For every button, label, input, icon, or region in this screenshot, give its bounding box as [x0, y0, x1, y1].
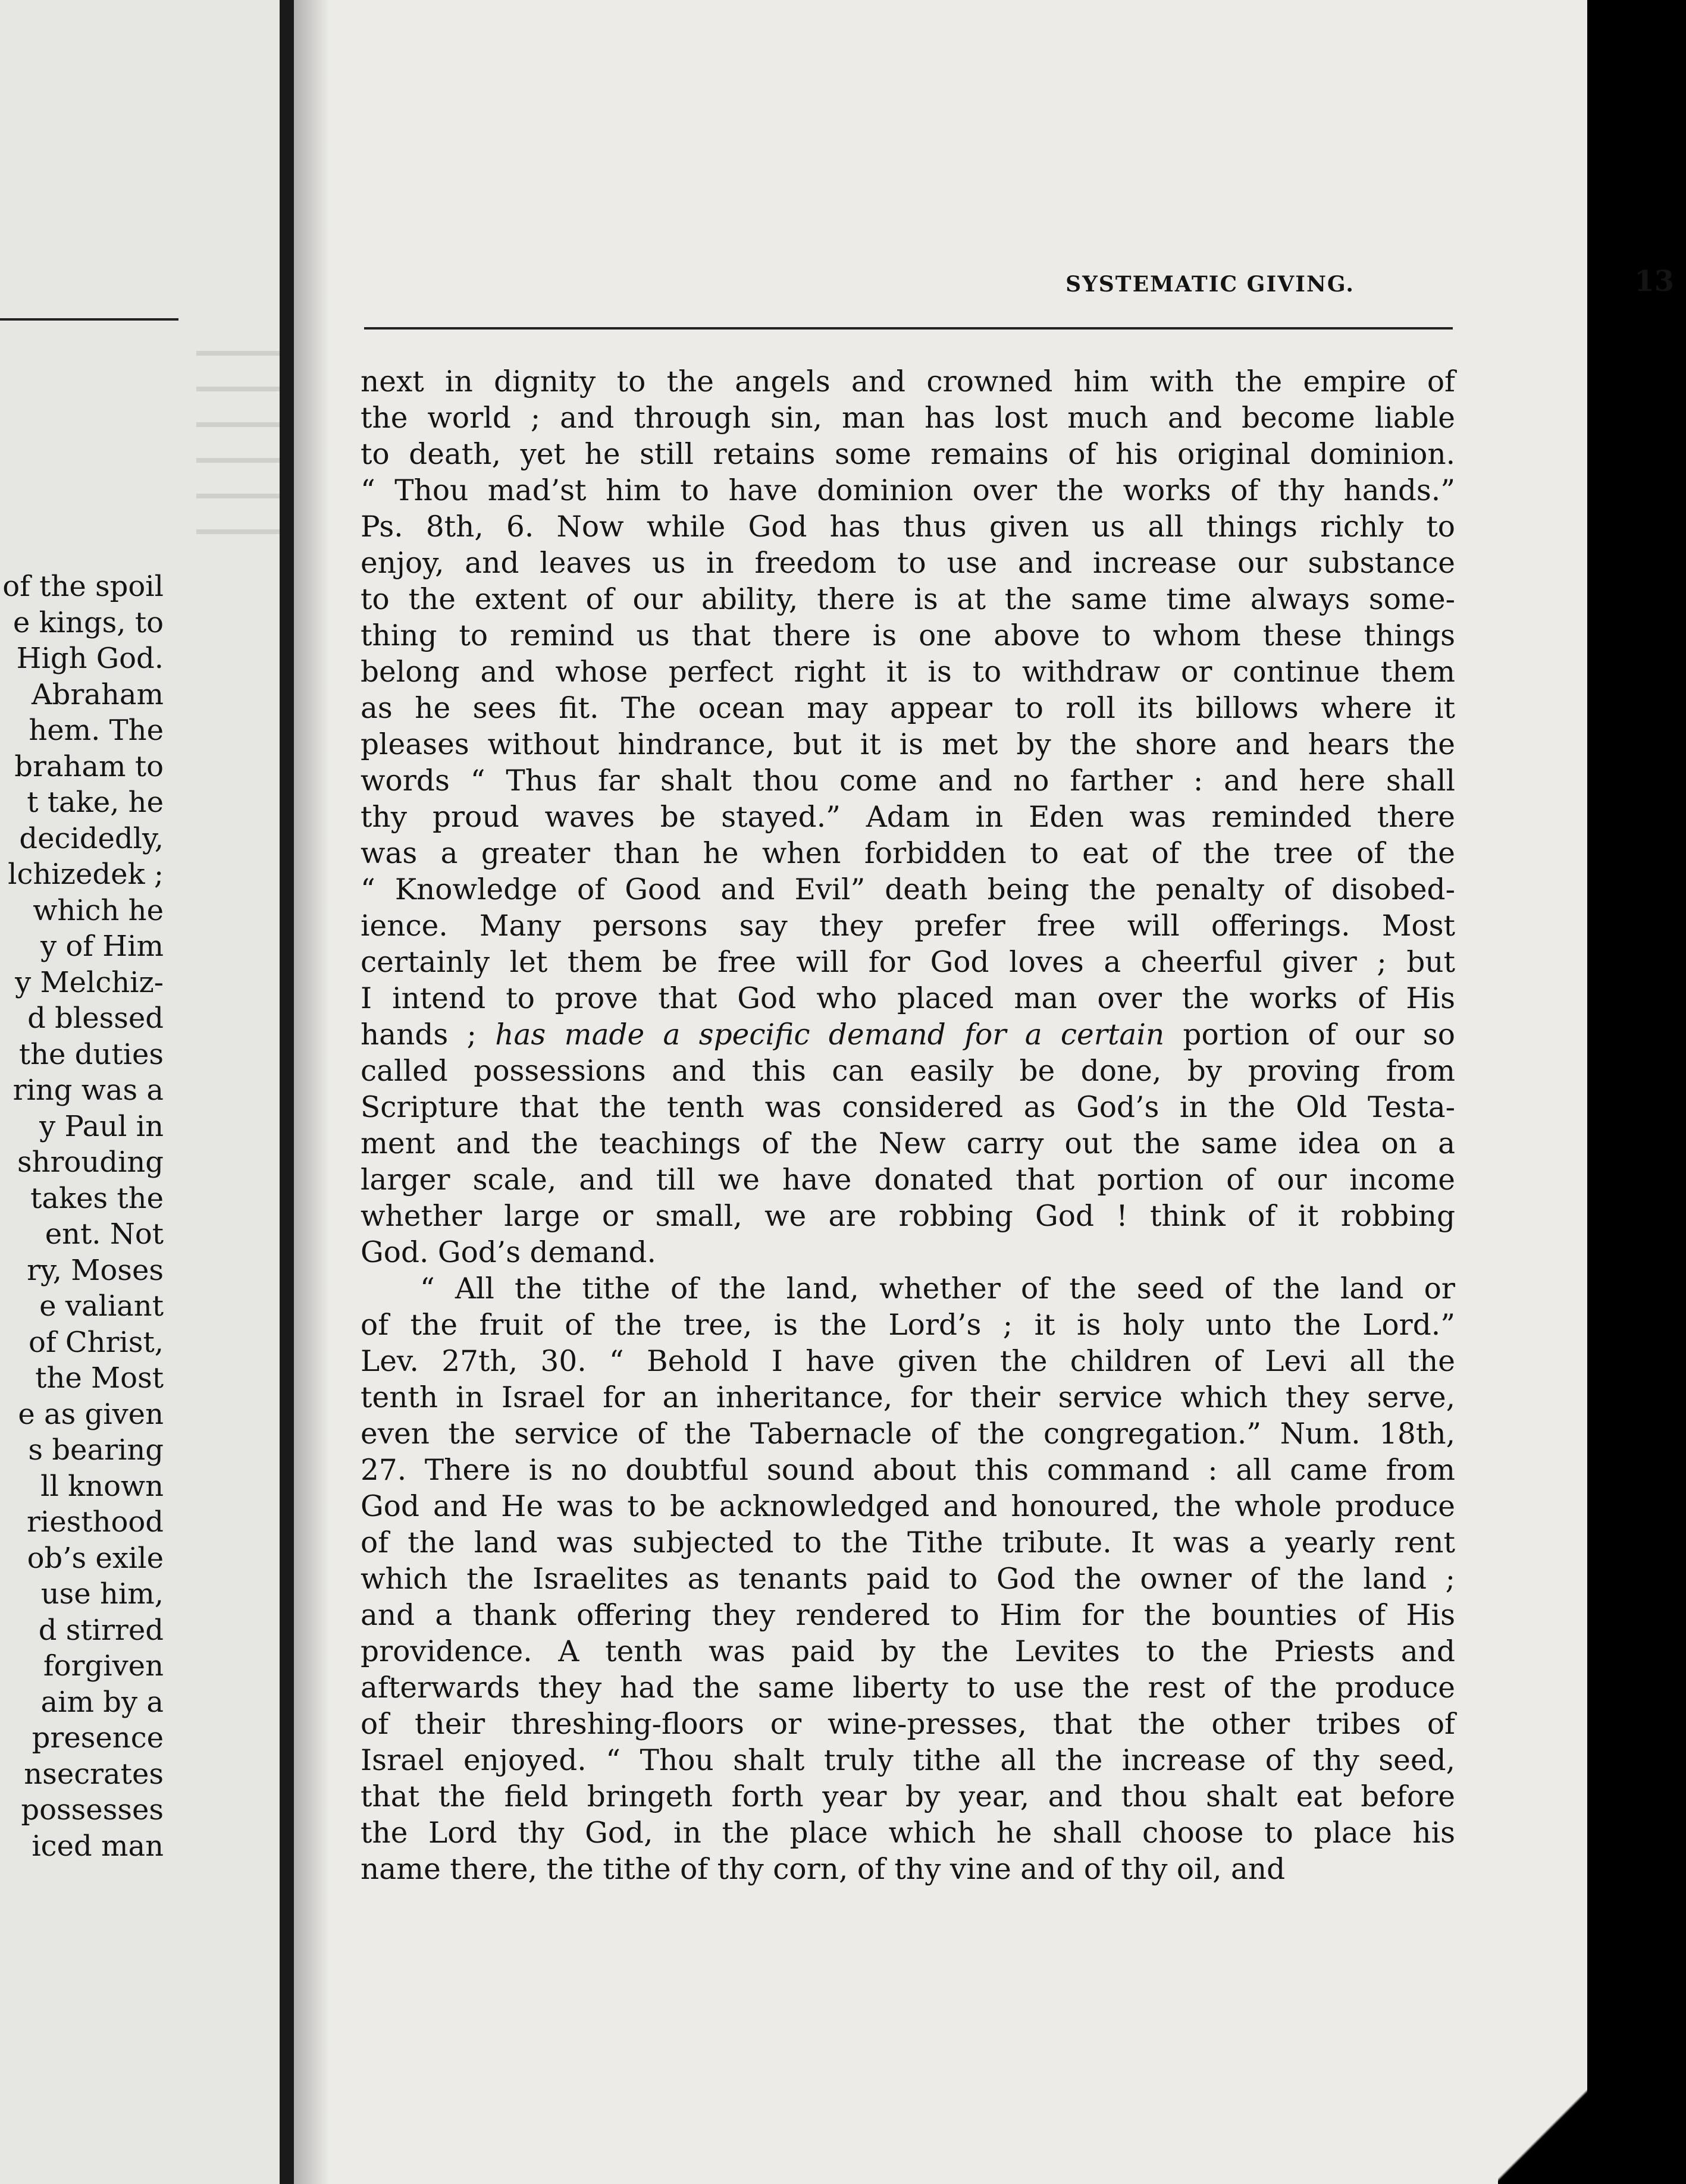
body-line: “ Thou mad’st him to have dominion over the works of thy hands.” [361, 474, 1455, 507]
body-line: God. God’s demand. [361, 1236, 656, 1269]
left-page-line: e as given [18, 1397, 164, 1431]
left-page-line: High God. [16, 642, 164, 675]
body-line: name there, the tithe of thy corn, of thy vine and of thy oil, and [361, 1853, 1286, 1886]
body-line: “ All the tithe of the land, whether of the seed of the land or [420, 1272, 1455, 1306]
left-page-line: aim by a [40, 1685, 164, 1719]
body-line: belong and whose perfect right it is to withdraw or continue them [361, 655, 1455, 689]
body-line: “ Knowledge of Good and Evil” death being the penalty of disobed- [361, 873, 1455, 906]
body-line: ience. Many persons say they prefer free will offerings. Most [361, 909, 1455, 943]
body-line: Ps. 8th, 6. Now while God has thus given us all things richly to [361, 510, 1455, 544]
scan-corner-shadow [1498, 2083, 1587, 2184]
body-line: the world ; and through sin, man has lost much and become liable [361, 401, 1455, 435]
body-line: even the service of the Tabernacle of the congregation.” Num. 18th, [361, 1417, 1455, 1451]
right-page [294, 0, 1674, 2184]
body-line: as he sees fit. The ocean may appear to roll its billows where it [361, 692, 1455, 725]
page-number: 13 [1634, 265, 1674, 298]
left-page-line: e kings, to [12, 605, 164, 639]
left-page-line: y of Him [40, 930, 164, 963]
left-page-line: d stirred [38, 1613, 164, 1647]
body-text [361, 364, 1455, 1888]
left-page-line: y Melchiz- [15, 965, 164, 999]
left-page-line: riesthood [26, 1505, 164, 1539]
body-line: hands ; has made a specific demand for a certain portion of our so [361, 1018, 1455, 1052]
body-line: that the field bringeth forth year by year, and thou shalt eat before [361, 1780, 1455, 1813]
body-line: I intend to prove that God who placed man over the works of His [361, 982, 1455, 1015]
body-line: God and He was to be acknowledged and honoured, the whole produce [361, 1490, 1455, 1523]
body-line: next in dignity to the angels and crowned him with the empire of [361, 365, 1455, 398]
left-page-line: ob’s exile [27, 1541, 164, 1575]
body-line: words “ Thus far shalt thou come and no farther : and here shall [361, 764, 1455, 798]
body-line: Israel enjoyed. “ Thou shalt truly tithe all the increase of thy seed, [361, 1744, 1455, 1777]
body-line: enjoy, and leaves us in freedom to use and increase our substance [361, 547, 1455, 580]
body-line: which the Israelites as tenants paid to God the owner of the land ; [361, 1562, 1455, 1596]
left-page-line: Abraham [32, 677, 164, 711]
body-line: the Lord thy God, in the place which he shall choose to place his [361, 1816, 1455, 1850]
italic-emphasis: has made a specific demand for a certain [495, 1018, 1165, 1052]
left-page-line: iced man [32, 1829, 164, 1863]
left-page-line: which he [33, 893, 164, 927]
left-page-line: possesses [21, 1793, 164, 1827]
left-page-line: ll known [40, 1469, 164, 1503]
left-page-line: y Paul in [39, 1109, 164, 1143]
body-line: to death, yet he still retains some remains of his original dominion. [361, 438, 1455, 471]
left-page-line: presence [32, 1721, 164, 1755]
body-line: larger scale, and till we have donated that portion of our income [361, 1163, 1455, 1197]
body-line: tenth in Israel for an inheritance, for their service which they serve, [361, 1381, 1455, 1414]
body-line: 27. There is no doubtful sound about this command : all came from [361, 1454, 1455, 1487]
body-line: certainly let them be free will for God loves a cheerful giver ; but [361, 946, 1455, 979]
left-page-line: ent. Not [45, 1217, 164, 1251]
left-page-line: decidedly, [19, 821, 164, 855]
body-line: and a thank offering they rendered to Him for the bounties of His [361, 1599, 1455, 1632]
left-page-line: the Most [35, 1361, 164, 1395]
left-page-bleed-through [196, 351, 280, 547]
left-page-line: the duties [18, 1037, 164, 1071]
left-page-line: use him, [40, 1577, 164, 1611]
body-line: thy proud waves be stayed.” Adam in Eden was reminded there [361, 801, 1455, 834]
left-page-line: of the spoil [2, 570, 164, 603]
left-page-line: takes the [30, 1181, 164, 1215]
body-line: ment and the teachings of the New carry out the same idea on a [361, 1127, 1455, 1160]
left-page-line: braham to [14, 749, 164, 783]
left-page-line: ry, Moses [27, 1253, 164, 1287]
left-page-line: e valiant [39, 1289, 164, 1323]
left-page-line: t take, he [27, 786, 164, 819]
left-page-line: of Christ, [28, 1325, 164, 1359]
running-head: SYSTEMATIC GIVING. [1065, 272, 1355, 297]
body-line: pleases without hindrance, but it is met by the shore and hears the [361, 728, 1455, 761]
body-line: was a greater than he when forbidden to eat of the tree of the [361, 837, 1455, 870]
left-page-line: d blessed [27, 1002, 164, 1035]
body-line: providence. A tenth was paid by the Levites to the Priests and [361, 1635, 1455, 1668]
body-line: afterwards they had the same liberty to use the rest of the produce [361, 1671, 1455, 1705]
left-page-line: ring was a [12, 1074, 164, 1107]
body-line: of their threshing-floors or wine-presses, that the other tribes of [361, 1708, 1455, 1741]
left-page-text [0, 569, 164, 1864]
body-line: of the land was subjected to the Tithe tribute. It was a yearly rent [361, 1526, 1455, 1559]
left-page-line: s bearing [28, 1433, 164, 1467]
gutter-shadow [294, 0, 330, 2184]
body-line: called possessions and this can easily be done, by proving from [361, 1055, 1455, 1088]
left-page-line: forgiven [43, 1649, 164, 1683]
body-line: of the fruit of the tree, is the Lord’s ; it is holy unto the Lord.” [361, 1308, 1455, 1342]
left-page-line: nsecrates [24, 1757, 164, 1791]
book-gutter [280, 0, 294, 2184]
left-page [0, 0, 280, 2184]
body-line: thing to remind us that there is one above to whom these things [361, 619, 1455, 652]
header-rule [364, 327, 1453, 330]
left-page-rule [0, 318, 178, 321]
body-line: Scripture that the tenth was considered as God’s in the Old Testa- [361, 1091, 1455, 1124]
left-page-line: shrouding [17, 1146, 164, 1179]
left-page-line: lchizedek ; [8, 858, 164, 891]
left-page-line: hem. The [29, 714, 164, 747]
body-line: whether large or small, we are robbing God ! think of it robbing [361, 1200, 1455, 1233]
body-line: Lev. 27th, 30. “ Behold I have given the children of Levi all the [361, 1345, 1455, 1378]
body-line: to the extent of our ability, there is at the same time always some- [361, 583, 1455, 616]
